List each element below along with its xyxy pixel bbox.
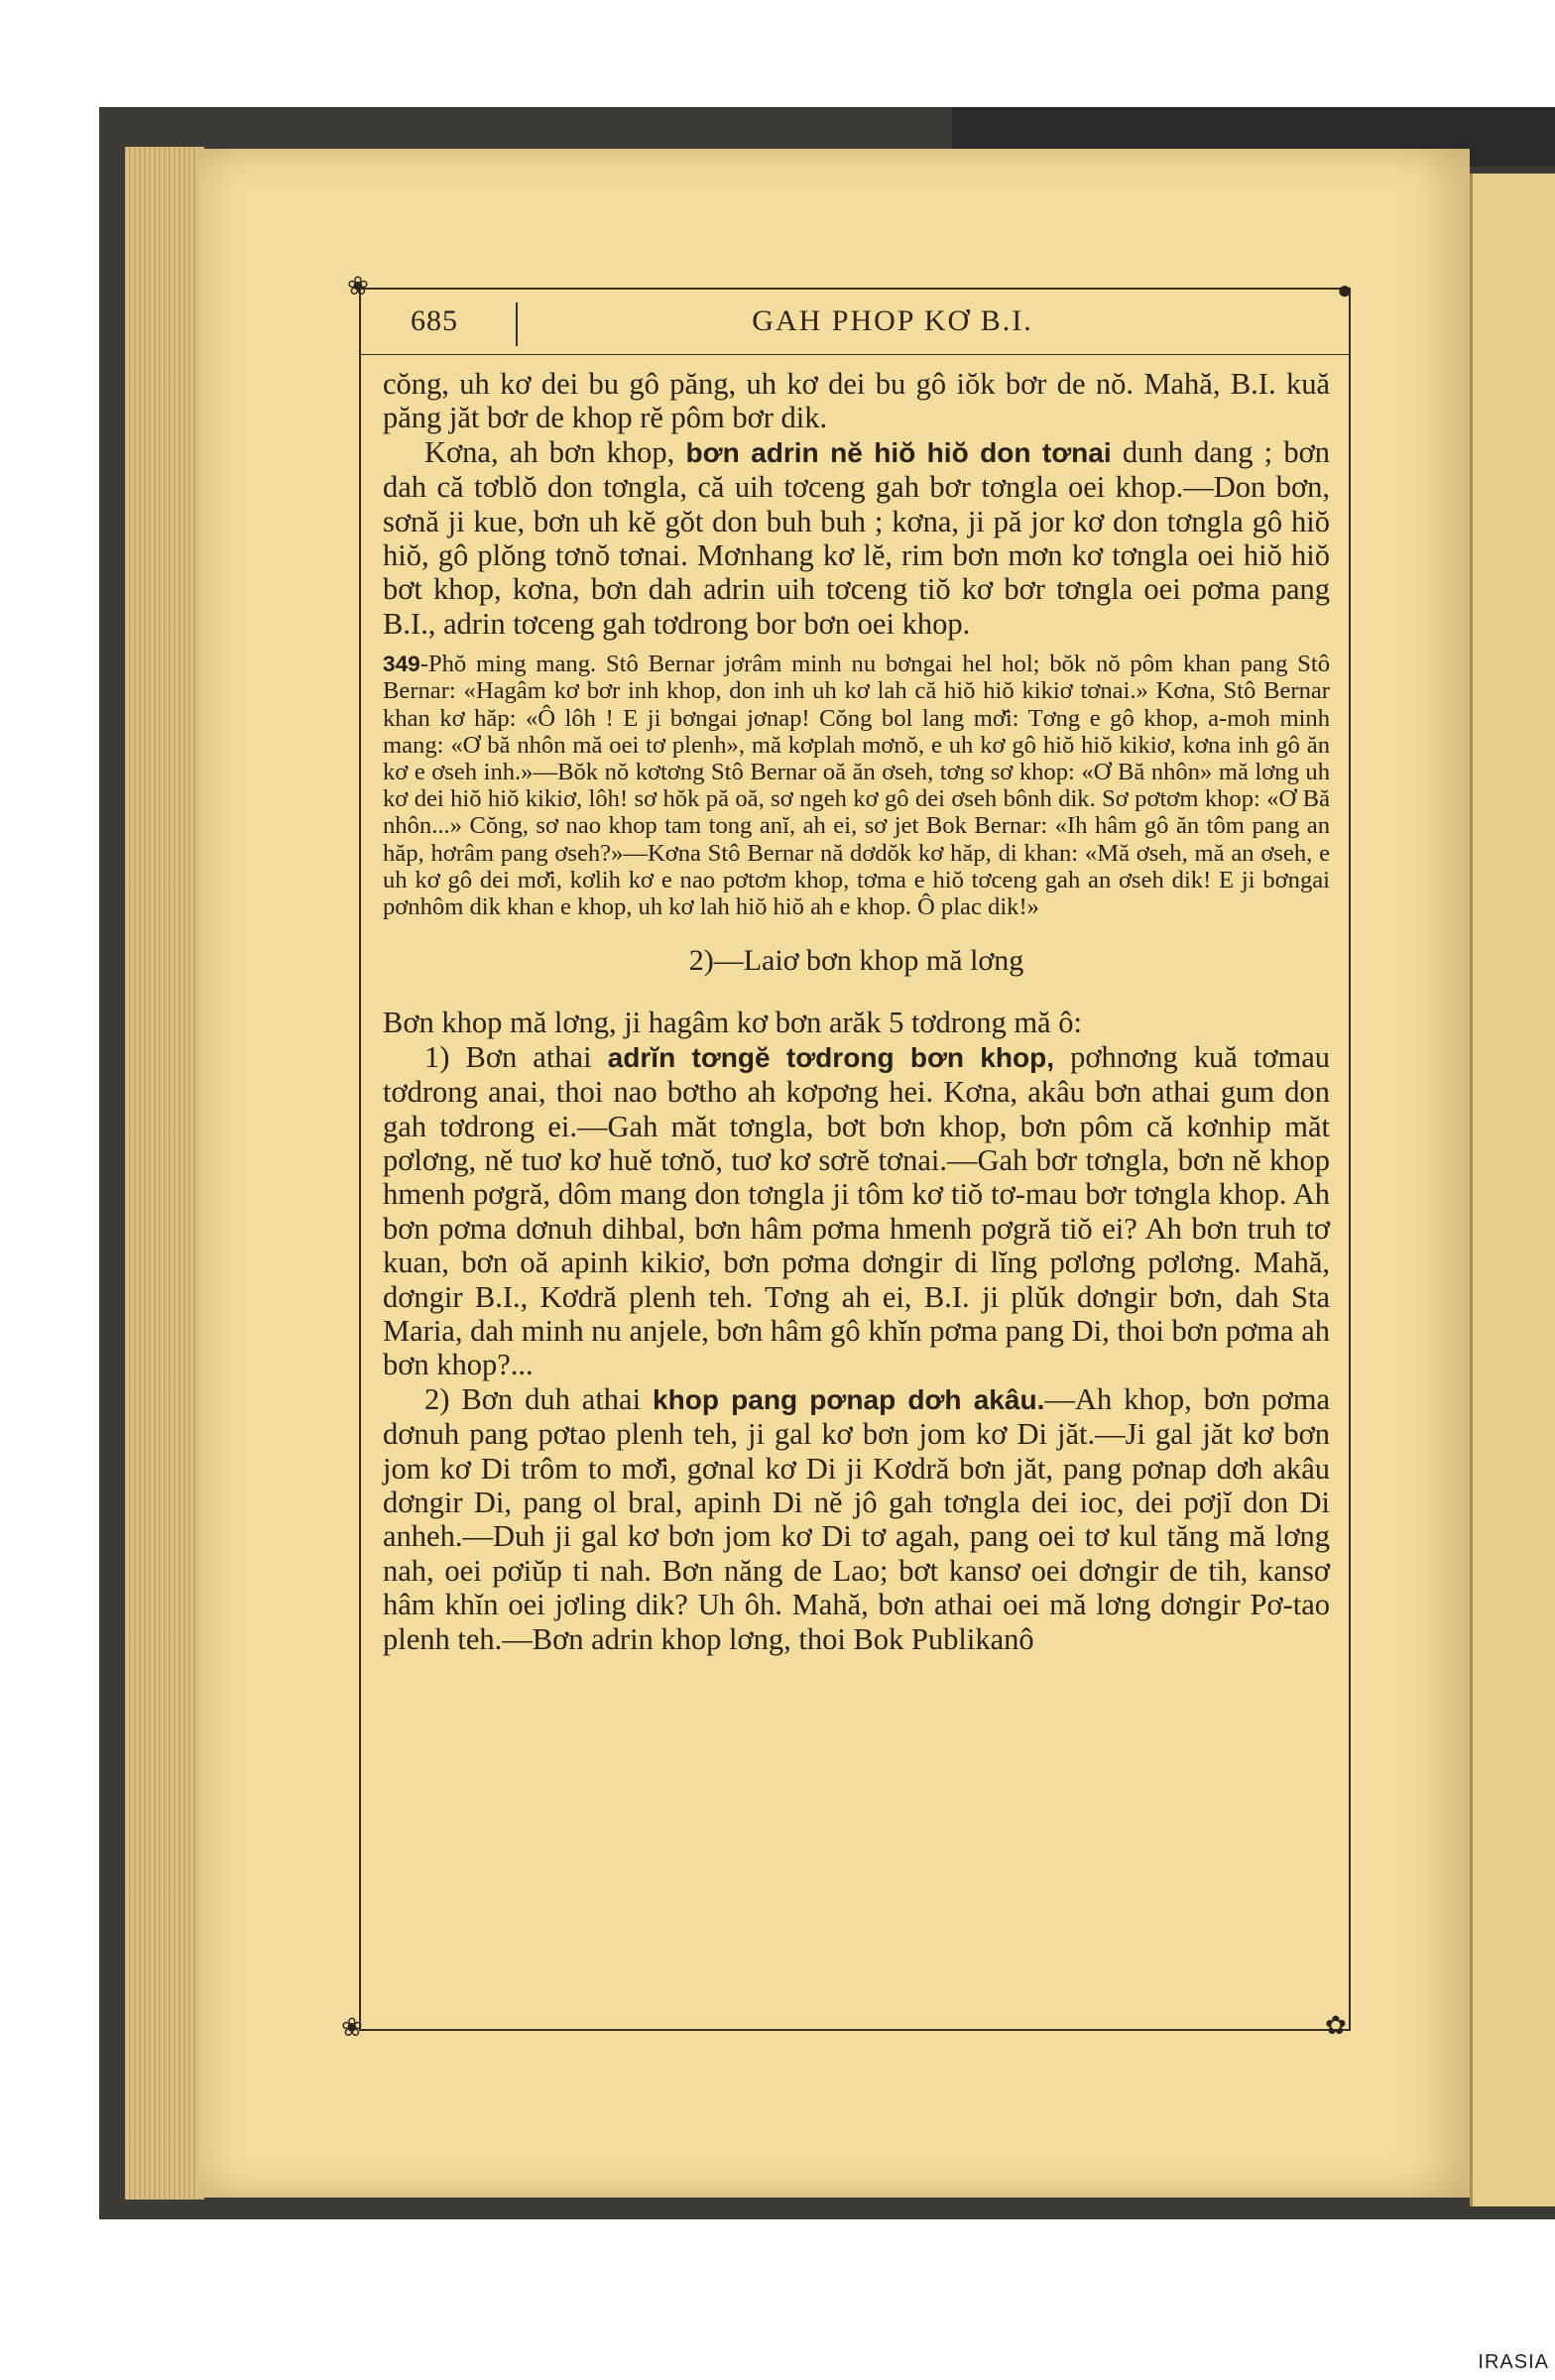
paragraph-349 [383,651,1330,920]
header-rule [359,354,1351,355]
paragraph-2 [383,435,1330,641]
page-body [383,367,1330,1656]
paragraph-2-end: dunh dang ; bơn dah că tơblŏ don tơngla, că uih tơceng gah bơr tơngla oei khop.—Don bơn, sơnă ji kue, bơn uh kĕ gŏt don buh buh ; kơna, ji pă jor kơ don tơngla gô hiŏ hiŏ, gô plŏng tơnŏ tơnai. Mơnhang kơ lĕ, rim bơn mơn kơ tơngla oei hiŏ hiŏ bơt khop, kơna, bơn dah adrin uih tơceng tiŏ kơ bơr tơngla oei pơma pang B.I., adrin tơceng gah tơdrong bor bơn oei khop. [383,434,1330,641]
header-separator [516,302,518,346]
top-rule [359,288,1351,290]
paragraph-6 [383,1382,1330,1656]
ornament-top-right-icon: ● [1337,276,1353,304]
section-heading: 2)—Laiơ bơn khop mă lơng [688,944,1024,978]
page-header [377,302,1329,346]
paragraph-2-start: Kơna, ah bơn khop, [424,434,686,469]
facing-page-edge [1470,174,1555,2206]
ornament-bottom-right-icon: ✿ [1325,2011,1347,2040]
paragraph-349-number: 349 [383,652,420,677]
paragraph-5-end: pơhnơng kuă tơmau tơdrong anai, thoi nao bơtho ah kơpơng hei. Kơna, akâu bơn athai gum don gah tơdrong ei.—Gah măt tơngla, bơt bơn khop, bơn pôm că kơnhip măt pơlơng, nĕ tuơ kơ huĕ tơnŏ, tuơ kơ sơrĕ tơnai.—Gah bơr tơngla, bơn nĕ khop hmenh pơgră, dôm mang don tơngla ji tôm kơ tiŏ tơ-mau bơr tơngla khop. Ah bơn pơma dơnuh dihbal, bơn hâm pơma hmenh pơgră tiŏ ei? Ah bơn truh tơ kuan, bơn oă apinh kikiơ, bơn pơma dơngir di lĭng pơlơng pơlơng. Mahă, dơngir B.I., Kơdră plenh teh. Tơng ah ei, B.I. ji plŭk dơngir bơn, dah Sta Maria, dah minh nu anjele, bơn hâm gô khĭn pơma pang Di, thoi bơn pơma ah bơn khop?... [383,1039,1330,1382]
paragraph-6-end: —Ah khop, bơn pơma dơnuh pang pơtao plenh teh, ji gal kơ bơn jom kơ Di jăt.—Ji gal jăt kơ bơn jom kơ Di trôm to mơ̆i, gơnal kơ Di ji Kơdră bơn jăt, pang pơnap dơh akâu dơngir Di, pang ol bral, apinh Di nĕ jô gah tơngla dei ioc, dei pơjĭ don Di anheh.—Duh ji gal kơ bơn jom kơ Di tơ agah, pang oei tơ kul tăng mă lơng nah, oei pơiŭp ti nah. Bơn năng de Lao; bơt kansơ oei dơngir de tih, kansơ hâm khĭn oei jơling dik? Uh ôh. Mahă, bơn athai oei mă lơng dơngir Pơ-tao plenh teh.—Bơn adrin khop lơng, thoi Bok Publikanô [383,1381,1330,1656]
paragraph-6-bold: khop pang pơnap dơh akâu. [653,1383,1045,1415]
page-number: 685 [411,304,458,337]
ornament-top-left-icon: ❀ [347,272,369,300]
watermark-label: IRASIA [1478,2351,1549,2373]
paragraph-349-text: -Phŏ ming mang. Stô Bernar jơrâm minh nu bơngai hel hol; bŏk nŏ pôm khan pang Stô Bernar: «Hagâm kơ bơr inh khop, don inh uh kơ lah că hiŏ hiŏ kikiơ tơnai.» Kơna, Stô Bernar khan kơ hăp: «Ô lôh ! E ji bơngai jơnap! Cŏng bol lang mơ̆i: Tơng e gô khop, a-moh minh mang: «Ơ bă nhôn mă oei tơ plenh», mă kơplah mơnŏ, e uh kơ gô hiŏ hiŏ kikiơ, kơna inh gô ăn kơ e ơseh inh.»—Bŏk nŏ kơtơng Stô Bernar oă ăn ơseh, tơng sơ khop: «Ơ Bă nhôn» mă lơng uh kơ dei hiŏ hiŏ kikiơ, lôh! sơ hŏk pă oă, sơ ngeh kơ gô dei ơseh bônh dik. Sơ pơtơm khop: «Ơ Bă nhôn...» Cŏng, sơ nao khop tam tong anĭ, ah ei, sơ jet Bok Bernar: «Ih hâm gô ăn tôm pang an hăp, hơrâm pang ơseh?»—Kơna Stô Bernar nă dơdŏk kơ hăp, di khan: «Mă ơseh, mă an ơseh, e uh kơ gô dei mơ̆i, kơlih kơ e nao pơtơm khop, tơma e hiŏ tơceng gah an ơseh dik! E ji bơngai pơnhôm dik khan e khop, uh kơ lah hiŏ hiŏ ah e khop. Ô plac dik!» [383,651,1330,921]
page-edges [125,147,204,2200]
paragraph-5-start: 1) Bơn athai [424,1039,608,1074]
paragraph-4: Bơn khop mă lơng, ji hagâm kơ bơn arăk 5 tơdrong mă ô: [383,1006,1082,1040]
paragraph-5-bold: adrĭn tơngĕ tơdrong bơn khop, [607,1041,1055,1073]
paragraph-6-start: 2) Bơn duh athai [424,1381,654,1416]
running-title: GAH PHOP KƠ B.I. [752,304,1033,337]
paragraph-2-bold: bơn adrin nĕ hiŏ hiŏ don tơnai [685,436,1112,468]
bottom-rule [359,2029,1351,2031]
paragraph-1: cŏng, uh kơ dei bu gô păng, uh kơ dei bu gô iŏk bơr de nŏ. Mahă, B.I. kuă păng jăt bơr de khop rĕ pôm bơr dik. [383,367,1330,435]
paragraph-5 [383,1040,1330,1382]
ornament-bottom-left-icon: ❀ [341,2013,363,2042]
